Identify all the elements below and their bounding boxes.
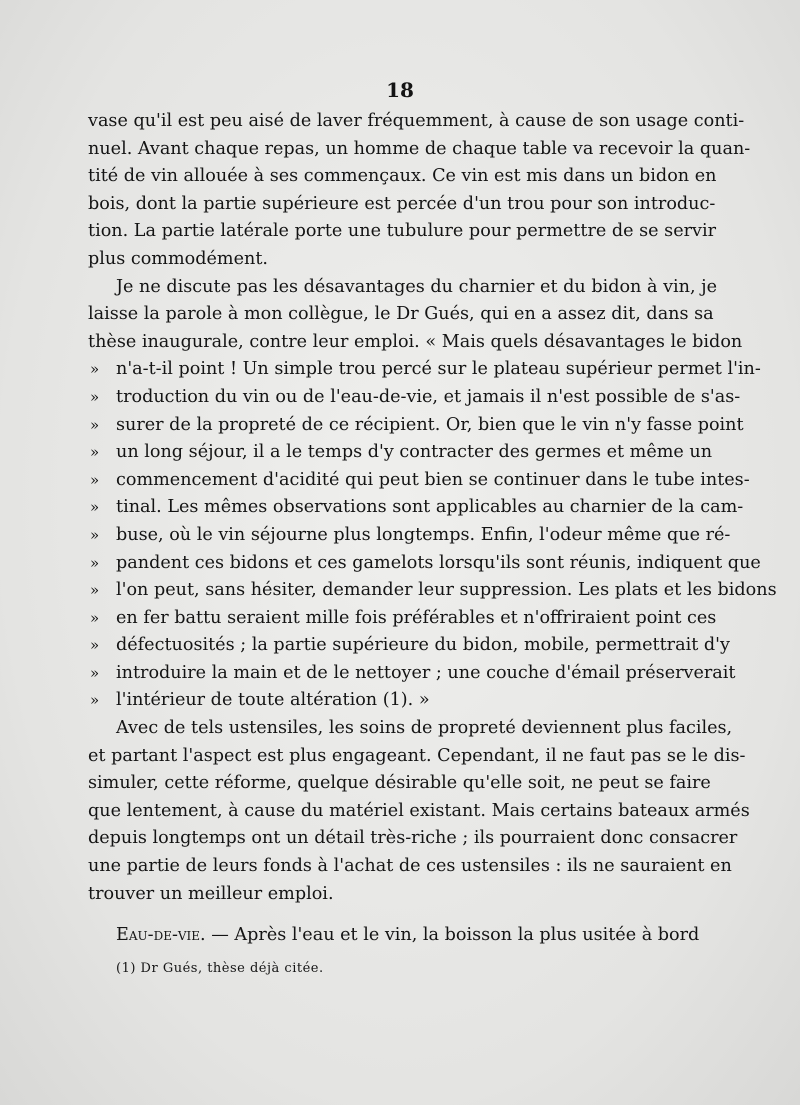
quote-mark: »	[90, 581, 100, 600]
quote-line: » tinal. Les mêmes observations sont applicables au charnier de la cam-	[88, 494, 694, 522]
text-line: depuis longtemps ont un détail très-riche ; ils pourraient donc consacrer	[88, 828, 738, 849]
quote-mark: »	[90, 415, 100, 434]
quote-line: » l'on peut, sans hésiter, demander leur suppression. Les plats et les bidons	[88, 577, 694, 605]
section-heading: Eau-de-vie.	[116, 925, 206, 946]
page-number: 18	[386, 78, 414, 102]
text-line: simuler, cette réforme, quelque désirable qu'elle soit, ne peut se faire	[88, 773, 711, 794]
text-line: Je ne discute pas les désavantages du charnier et du bidon à vin, je	[116, 276, 718, 297]
quote-mark: »	[90, 691, 100, 710]
quote-line: » un long séjour, il a le temps d'y contracter des germes et même un	[88, 439, 694, 467]
text-line: et partant l'aspect est plus engageant. Cependant, il ne faut pas se le dis-	[88, 745, 746, 766]
quote-line: » buse, où le vin séjourne plus longtemps. Enfin, l'odeur même que ré-	[88, 522, 694, 550]
section-line	[88, 922, 700, 950]
text-line: laisse la parole à mon collègue, le Dr Gués, qui en a assez dit, dans sa	[88, 304, 714, 325]
quote-line: » défectuosités ; la partie supérieure du bidon, mobile, permettrait d'y	[88, 632, 694, 660]
quote-line: » troduction du vin ou de l'eau-de-vie, et jamais il n'est possible de s'as-	[88, 384, 694, 412]
text-line: thèse inaugurale, contre leur emploi. « Mais quels désavantages le bidon	[88, 331, 743, 352]
quote-line: » pandent ces bidons et ces gamelots lorsqu'ils sont réunis, indiquent que	[88, 550, 694, 578]
quote-mark: »	[90, 636, 100, 655]
quote-mark: »	[90, 663, 100, 682]
text-line: une partie de leurs fonds à l'achat de ces ustensiles : ils ne sauraient en	[88, 856, 732, 877]
body-text	[88, 108, 777, 950]
quote-line: » commencement d'acidité qui peut bien se continuer dans le tube intes-	[88, 467, 694, 495]
quote-line: » surer de la propreté de ce récipient. Or, bien que le vin n'y fasse point	[88, 412, 694, 440]
text-line: que lentement, à cause du matériel existant. Mais certains bateaux armés	[88, 800, 750, 821]
text-line: vase qu'il est peu aisé de laver fréquemment, à cause de son usage conti-	[88, 111, 745, 131]
quote-line: » en fer battu seraient mille fois préférables et n'offriraient point ces	[88, 605, 694, 633]
text-line: Avec de tels ustensiles, les soins de propreté deviennent plus faciles,	[116, 718, 733, 739]
quote-mark: »	[90, 498, 100, 517]
quote-mark: »	[90, 525, 100, 544]
quote-mark: »	[90, 360, 100, 379]
text-line: tité de vin allouée à ses commençaux. Ce vin est mis dans un bidon en	[88, 166, 717, 187]
footnote: (1) Dr Gués, thèse déjà citée.	[116, 961, 324, 976]
text-line: bois, dont la partie supérieure est percée d'un trou pour son introduc-	[88, 193, 716, 214]
text-line: trouver un meilleur emploi.	[88, 883, 334, 904]
text-line: nuel. Avant chaque repas, un homme de chaque table va recevoir la quan-	[88, 138, 751, 159]
quote-mark: »	[90, 470, 100, 489]
quote-mark: »	[90, 608, 100, 627]
quote-mark: »	[90, 553, 100, 572]
quote-line: » n'a-t-il point ! Un simple trou percé sur le plateau supérieur permet l'in-	[88, 356, 694, 384]
quote-line: » introduire la main et de le nettoyer ; une couche d'émail préserverait	[88, 660, 694, 688]
text-line: plus commodément.	[88, 248, 269, 269]
section-text: — Après l'eau et le vin, la boisson la plus usitée à bord	[205, 925, 700, 946]
quote-mark: »	[90, 443, 100, 462]
text-line: tion. La partie latérale porte une tubulure pour permettre de se servir	[88, 221, 716, 242]
quote-line: » l'intérieur de toute altération (1). »	[88, 687, 694, 715]
quote-mark: »	[90, 387, 100, 406]
